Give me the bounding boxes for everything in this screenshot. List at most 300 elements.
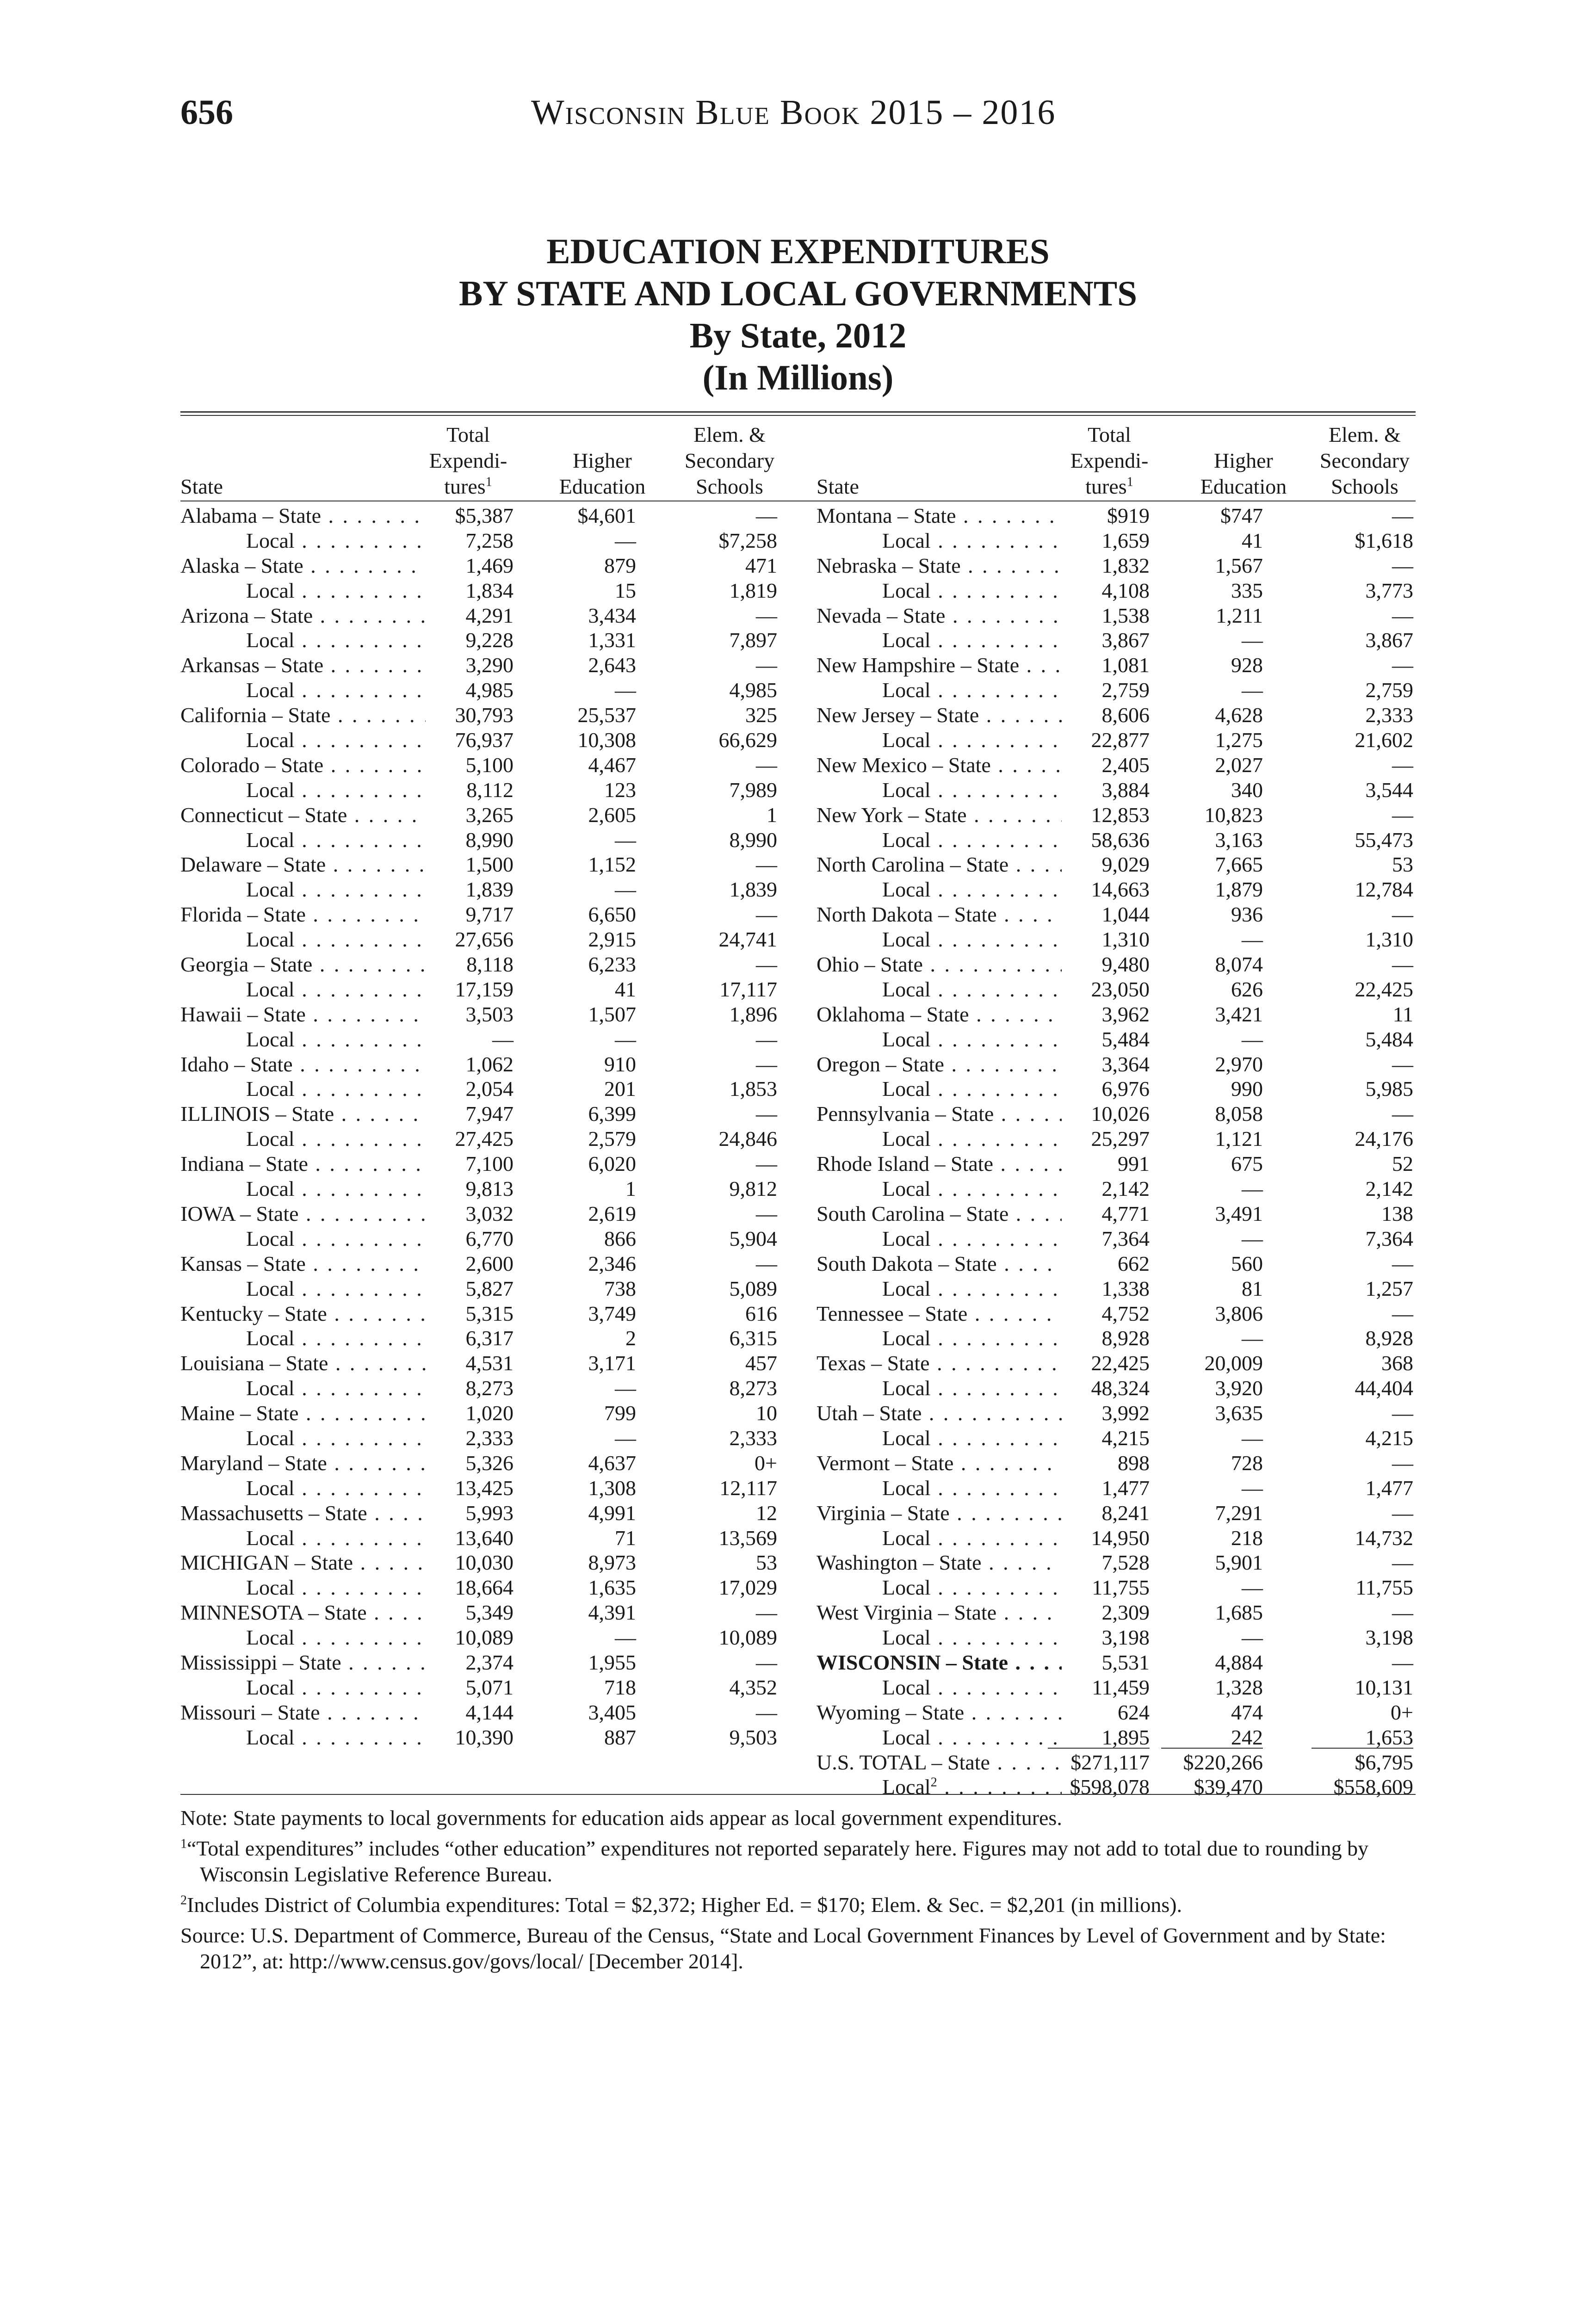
row-label-local: Local . . . [817, 1476, 1062, 1501]
cell-elem: 0+ [755, 1451, 777, 1475]
cell-total: 4,291 [465, 603, 513, 627]
cell-elem: 7,897 [729, 628, 777, 652]
cell-total: 4,108 [1101, 578, 1150, 602]
cell-total: 11,755 [1092, 1576, 1150, 1600]
cell-total: 3,884 [1101, 778, 1150, 802]
row-label-state: Idaho – State . . . [180, 1052, 426, 1077]
table-row [817, 902, 1416, 927]
cell-elem: $1,618 [1355, 528, 1413, 552]
cell-elem: — [1392, 653, 1413, 677]
cell-elem: 325 [745, 703, 777, 727]
cell-elem: — [1392, 1451, 1413, 1475]
cell-total: 2,333 [465, 1426, 513, 1450]
cell-higher: 7,665 [1215, 853, 1263, 877]
cell-elem: 1,477 [1365, 1476, 1413, 1500]
cell-total: $919 [1107, 504, 1150, 527]
table-row [817, 1750, 1416, 1775]
cell-higher: 3,163 [1215, 828, 1263, 852]
table-row [180, 902, 786, 927]
cell-total: $5,387 [455, 504, 513, 527]
row-label-local: Local . . . [817, 1426, 1062, 1451]
cell-higher: — [1242, 1326, 1263, 1350]
cell-total: 3,290 [465, 653, 513, 677]
cell-total: 22,425 [1091, 1351, 1150, 1375]
cell-elem: 14,732 [1355, 1526, 1413, 1550]
row-label-local: Local . . . [817, 1027, 1062, 1052]
table-row [180, 1301, 786, 1326]
row-label-state: Pennsylvania – State . . . [817, 1101, 1062, 1126]
row-label-local: Local . . . [180, 1526, 426, 1551]
row-label-local: Local . . . [180, 728, 426, 753]
cell-total: 1,659 [1101, 528, 1150, 552]
table-row [817, 952, 1416, 977]
cell-higher: 6,233 [588, 952, 636, 977]
cell-total: 6,976 [1101, 1077, 1150, 1101]
cell-elem: 10 [756, 1401, 777, 1425]
cell-total: 624 [1118, 1700, 1150, 1724]
table-row [180, 1476, 786, 1501]
cell-total: 14,663 [1091, 878, 1150, 902]
row-label-state: Hawaii – State . . . [180, 1002, 426, 1027]
cell-higher: 675 [1231, 1152, 1263, 1176]
cell-total: $271,117 [1070, 1750, 1150, 1774]
row-label-state: South Dakota – State . . . [817, 1251, 1062, 1276]
cell-higher: 8,058 [1215, 1102, 1263, 1126]
cell-total: 1,081 [1101, 653, 1150, 677]
table-row [180, 1351, 786, 1376]
row-label-state: Virginia – State . . . [817, 1501, 1062, 1526]
cell-higher: 3,405 [588, 1700, 636, 1724]
row-label-state: Rhode Island – State . . . [817, 1151, 1062, 1176]
table-row [817, 927, 1416, 952]
cell-higher: 738 [604, 1276, 636, 1300]
cell-higher: $220,266 [1183, 1750, 1263, 1774]
cell-higher: 3,171 [588, 1351, 636, 1375]
table-row [180, 1076, 786, 1101]
table-row [817, 1451, 1416, 1476]
table-row [817, 528, 1416, 553]
row-label-state: IOWA – State . . . [180, 1201, 426, 1226]
col-header-state-left: State [180, 475, 223, 498]
cell-total: 18,664 [455, 1576, 513, 1600]
cell-total: 14,950 [1091, 1526, 1150, 1550]
table-row [180, 828, 786, 853]
cell-higher: 4,467 [588, 753, 636, 777]
row-label-local: Local . . . [817, 1226, 1062, 1251]
table-row [817, 1101, 1416, 1126]
cell-total: — [492, 1027, 513, 1051]
row-label-local: Local . . . [817, 728, 1062, 753]
cell-elem: 9,812 [729, 1177, 777, 1201]
cell-elem: — [1392, 1601, 1413, 1625]
row-label-state: Utah – State . . . [817, 1401, 1062, 1426]
title-line-1: EDUCATION EXPENDITURES [546, 231, 1050, 271]
table-row [180, 578, 786, 603]
cell-elem: 13,569 [718, 1526, 777, 1550]
table-row [817, 1301, 1416, 1326]
table-row [817, 1351, 1416, 1376]
cell-elem: 44,404 [1355, 1376, 1413, 1400]
table-row [817, 877, 1416, 902]
row-label-local: Local . . . [817, 1526, 1062, 1551]
table-row [180, 703, 786, 728]
table-row [817, 1201, 1416, 1226]
row-label-local: Local . . . [180, 1176, 426, 1201]
cell-total: 7,947 [465, 1102, 513, 1126]
table-row [817, 1401, 1416, 1426]
row-label-local: Local . . . [180, 678, 426, 703]
cell-higher: $39,470 [1194, 1775, 1263, 1799]
table-row [817, 1550, 1416, 1575]
row-label-local: Local . . . [817, 1376, 1062, 1401]
cell-total: 4,752 [1101, 1301, 1150, 1325]
row-label-state: Massachusetts – State . . . [180, 1501, 426, 1526]
cell-total: 48,324 [1091, 1376, 1150, 1400]
cell-higher: 4,628 [1215, 703, 1263, 727]
row-label-state: California – State . . . [180, 703, 426, 728]
cell-elem: — [1392, 1102, 1413, 1126]
row-label-state: Missouri – State . . . [180, 1700, 426, 1725]
cell-total: 1,469 [465, 553, 513, 577]
cell-total: 1,477 [1101, 1476, 1150, 1500]
row-label-state: New Mexico – State . . . [817, 753, 1062, 778]
cell-total: 3,992 [1101, 1401, 1150, 1425]
row-label-state: Colorado – State . . . [180, 753, 426, 778]
footnotes [180, 1805, 1416, 1979]
row-label-local: Local . . . [180, 1476, 426, 1501]
cell-higher: 1,331 [588, 628, 636, 652]
table-row [180, 1700, 786, 1725]
row-label-state: Nevada – State . . . [817, 603, 1062, 628]
row-label-state: Oregon – State . . . [817, 1052, 1062, 1077]
row-label-state: Delaware – State . . . [180, 852, 426, 877]
cell-higher: 910 [604, 1052, 636, 1076]
row-label-local: Local . . . [180, 1126, 426, 1151]
cell-higher: 1,121 [1215, 1127, 1263, 1151]
cell-higher: — [615, 1426, 636, 1450]
cell-total: 5,531 [1101, 1650, 1150, 1674]
row-label-state: Nebraska – State . . . [817, 553, 1062, 578]
cell-higher: 41 [1242, 528, 1263, 552]
table-row [817, 1052, 1416, 1077]
table-row [817, 1775, 1416, 1800]
table-row [817, 1526, 1416, 1551]
cell-total: 1,044 [1101, 903, 1150, 927]
cell-total: 4,531 [465, 1351, 513, 1375]
cell-elem: 9,503 [729, 1725, 777, 1749]
cell-elem: 4,215 [1365, 1426, 1413, 1450]
cell-elem: 2,333 [729, 1426, 777, 1450]
table-row [180, 1251, 786, 1276]
table-row [180, 852, 786, 877]
cell-higher: 6,650 [588, 903, 636, 927]
row-label-local: Local . . . [180, 1725, 426, 1750]
cell-total: 8,241 [1101, 1501, 1150, 1525]
cell-elem: — [756, 603, 777, 627]
row-label-local: Local . . . [180, 578, 426, 603]
source-note: Source: U.S. Department of Commerce, Bureau of the Census, “State and Local Government Finances by Level of Government and by State: 2012”, at: http://www.census.gov/govs/local/ [December 2014]. [180, 1923, 1386, 1973]
cell-elem: 5,904 [729, 1226, 777, 1250]
cell-elem: — [1392, 1251, 1413, 1275]
footnote-1: $^1$“Total expenditures” includes “other education” expenditures not reported separately here. Figures may not add to total due to rounding by Wisconsin Legislative Reference Bureau. [180, 1837, 1369, 1886]
cell-elem: 7,989 [729, 778, 777, 802]
cell-total: 5,993 [465, 1501, 513, 1525]
cell-elem: — [756, 1052, 777, 1076]
cell-elem: — [1392, 1650, 1413, 1674]
cell-total: 1,832 [1101, 553, 1150, 577]
table-row [180, 977, 786, 1002]
cell-elem: 616 [745, 1301, 777, 1325]
cell-total: 5,071 [465, 1675, 513, 1699]
cell-higher: — [615, 528, 636, 552]
table-row [817, 977, 1416, 1002]
cell-higher: 201 [604, 1077, 636, 1101]
table-row [180, 1376, 786, 1401]
table-row [180, 1176, 786, 1201]
top-rule [180, 411, 1416, 413]
cell-higher: — [1242, 1177, 1263, 1201]
cell-higher: 1,635 [588, 1576, 636, 1600]
cell-elem: — [756, 1201, 777, 1225]
cell-elem: 21,602 [1355, 728, 1413, 752]
cell-elem: 10,089 [718, 1626, 777, 1650]
row-label-local: Local . . . [180, 828, 426, 853]
cell-higher: — [615, 1626, 636, 1650]
cell-total: 13,425 [455, 1476, 513, 1500]
row-label-local: Local . . . [180, 1376, 426, 1401]
cell-elem: 1 [767, 803, 777, 827]
cell-higher: — [615, 1376, 636, 1400]
row-label-state: Connecticut – State . . . [180, 803, 426, 828]
cell-total: 3,962 [1101, 1002, 1150, 1026]
row-label-local: Local . . . [180, 1276, 426, 1301]
cell-higher: 928 [1231, 653, 1263, 677]
cell-elem: — [756, 1102, 777, 1126]
table-row [817, 1700, 1416, 1725]
cell-total: 4,215 [1101, 1426, 1150, 1450]
cell-higher: $747 [1220, 504, 1263, 527]
cell-elem: 12,784 [1355, 878, 1413, 902]
row-label-state: Mississippi – State . . . [180, 1650, 426, 1675]
cell-total: 8,990 [465, 828, 513, 852]
table-row [180, 653, 786, 678]
row-label-state: New York – State . . . [817, 803, 1062, 828]
row-label-local: Local . . . [817, 1126, 1062, 1151]
cell-elem: — [756, 753, 777, 777]
cell-total: 1,834 [465, 578, 513, 602]
cell-higher: 936 [1231, 903, 1263, 927]
table-row [180, 1126, 786, 1151]
cell-elem: — [1392, 1501, 1413, 1525]
cell-elem: 5,484 [1365, 1027, 1413, 1051]
page-number: 656 [180, 93, 233, 132]
cell-elem: — [1392, 603, 1413, 627]
table-row [817, 628, 1416, 653]
cell-elem: — [1392, 952, 1413, 977]
cell-total: 23,050 [1091, 977, 1150, 1001]
cell-total: 9,228 [465, 628, 513, 652]
cell-total: 4,144 [465, 1700, 513, 1724]
row-label-local: Local . . . [180, 1326, 426, 1351]
table-row [180, 1526, 786, 1551]
table-row [180, 1151, 786, 1176]
cell-total: 17,159 [455, 977, 513, 1001]
cell-elem: 12,117 [719, 1476, 777, 1500]
cell-total: 1,338 [1101, 1276, 1150, 1300]
cell-total: 2,759 [1101, 678, 1150, 702]
table-row [180, 803, 786, 828]
cell-higher: 4,391 [588, 1601, 636, 1625]
col-header-higher-left: Higher Education [559, 449, 646, 498]
cell-higher: 340 [1231, 778, 1263, 802]
cell-elem: 12 [756, 1501, 777, 1525]
table-row [180, 753, 786, 778]
cell-elem: 1,257 [1365, 1276, 1413, 1300]
table-row [180, 1725, 786, 1750]
cell-elem: 4,352 [729, 1675, 777, 1699]
cell-higher: 335 [1231, 578, 1263, 602]
cell-higher: 41 [615, 977, 636, 1001]
cell-elem: 2,142 [1365, 1177, 1413, 1201]
right-column [817, 503, 1416, 1800]
cell-total: $598,078 [1070, 1775, 1150, 1799]
cell-elem: $7,258 [718, 528, 777, 552]
cell-elem: — [756, 1650, 777, 1674]
row-label-local: Local . . . [817, 678, 1062, 703]
cell-total: 2,142 [1101, 1177, 1150, 1201]
row-label-state: Georgia – State . . . [180, 952, 426, 977]
table-row [180, 1276, 786, 1301]
table-header [180, 418, 1416, 500]
cell-higher: 1,879 [1215, 878, 1263, 902]
cell-total: 5,315 [465, 1301, 513, 1325]
row-label-state: Ohio – State . . . [817, 952, 1062, 977]
table-row [817, 1076, 1416, 1101]
cell-higher: 718 [604, 1675, 636, 1699]
row-label-local: Local . . . [817, 1625, 1062, 1650]
cell-elem: — [756, 504, 777, 527]
table-row [817, 1575, 1416, 1600]
table-row [180, 1600, 786, 1625]
row-label-state: Montana – State . . . [817, 503, 1062, 528]
title-line-2: BY STATE AND LOCAL GOVERNMENTS [458, 273, 1138, 313]
cell-elem: — [756, 1700, 777, 1724]
cell-total: 6,770 [465, 1226, 513, 1250]
cell-elem: — [1392, 553, 1413, 577]
cell-total: 3,198 [1101, 1626, 1150, 1650]
row-label-state: Maine – State . . . [180, 1401, 426, 1426]
cell-higher: 2,346 [588, 1251, 636, 1275]
row-label-local: Local . . . [817, 1675, 1062, 1700]
row-label-local: Local . . . [180, 1675, 426, 1700]
cell-higher: 3,749 [588, 1301, 636, 1325]
row-label-local: Local . . . [817, 1725, 1062, 1750]
cell-higher: 123 [604, 778, 636, 802]
cell-total: 9,717 [465, 903, 513, 927]
table-row [817, 803, 1416, 828]
cell-elem: 4,985 [729, 678, 777, 702]
table-row [180, 528, 786, 553]
cell-higher: 3,491 [1215, 1201, 1263, 1225]
running-title: Wisconsin Blue Book 2015 – 2016 [531, 93, 1056, 132]
cell-higher: 2,027 [1215, 753, 1263, 777]
row-label-state: MINNESOTA – State . . . [180, 1600, 426, 1625]
cell-elem: 66,629 [718, 728, 777, 752]
cell-elem: 3,867 [1365, 628, 1413, 652]
row-label-local: Local . . . [817, 977, 1062, 1002]
cell-total: 5,484 [1101, 1027, 1150, 1051]
left-column [180, 503, 786, 1750]
cell-total: 27,425 [455, 1127, 513, 1151]
cell-elem: — [756, 1152, 777, 1176]
table-row [817, 1176, 1416, 1201]
table-row [180, 1675, 786, 1700]
cell-elem: — [1392, 1301, 1413, 1325]
cell-higher: 20,009 [1204, 1351, 1263, 1375]
cell-higher: 626 [1231, 977, 1263, 1001]
cell-higher: 474 [1231, 1700, 1263, 1724]
cell-total: 1,062 [465, 1052, 513, 1076]
table-row [180, 503, 786, 528]
cell-higher: 1,567 [1215, 553, 1263, 577]
table-row [817, 1126, 1416, 1151]
table-row [180, 1101, 786, 1126]
cell-elem: 457 [745, 1351, 777, 1375]
col-header-higher-right: Higher Education [1200, 449, 1287, 498]
table-row [817, 1476, 1416, 1501]
cell-total: 11,459 [1092, 1675, 1150, 1699]
cell-total: 6,317 [465, 1326, 513, 1350]
col-header-state-right: State [817, 475, 859, 498]
cell-higher: — [1242, 1226, 1263, 1250]
table-row [180, 628, 786, 653]
cell-total: 2,309 [1101, 1601, 1150, 1625]
cell-elem: 8,928 [1365, 1326, 1413, 1350]
cell-total: 2,374 [465, 1650, 513, 1674]
cell-higher: 1,308 [588, 1476, 636, 1500]
row-label-local: Local . . . [817, 1575, 1062, 1600]
table-row [817, 678, 1416, 703]
cell-total: 9,813 [465, 1177, 513, 1201]
cell-higher: 3,434 [588, 603, 636, 627]
table-row [817, 1675, 1416, 1700]
cell-higher: 1,152 [588, 853, 636, 877]
row-label-local: Local . . . [180, 1625, 426, 1650]
cell-higher: — [1242, 1476, 1263, 1500]
cell-elem: 1,310 [1365, 928, 1413, 952]
table-row [180, 1650, 786, 1675]
cell-total: 8,273 [465, 1376, 513, 1400]
cell-higher: 2,619 [588, 1201, 636, 1225]
cell-elem: 11,755 [1355, 1576, 1413, 1600]
cell-total: 1,020 [465, 1401, 513, 1425]
table-row [817, 1725, 1416, 1750]
cell-elem: 22,425 [1355, 977, 1413, 1001]
cell-total: 7,100 [465, 1152, 513, 1176]
table-row [817, 1426, 1416, 1451]
cell-elem: — [1392, 803, 1413, 827]
cell-total: 662 [1118, 1251, 1150, 1275]
cell-higher: 2,643 [588, 653, 636, 677]
cell-elem: — [756, 1027, 777, 1051]
cell-elem: — [1392, 1551, 1413, 1575]
cell-higher: 4,991 [588, 1501, 636, 1525]
cell-total: 12,853 [1091, 803, 1150, 827]
cell-total: 4,771 [1101, 1201, 1150, 1225]
cell-elem: 3,198 [1365, 1626, 1413, 1650]
cell-total: 3,364 [1101, 1052, 1150, 1076]
cell-total: 7,528 [1101, 1551, 1150, 1575]
